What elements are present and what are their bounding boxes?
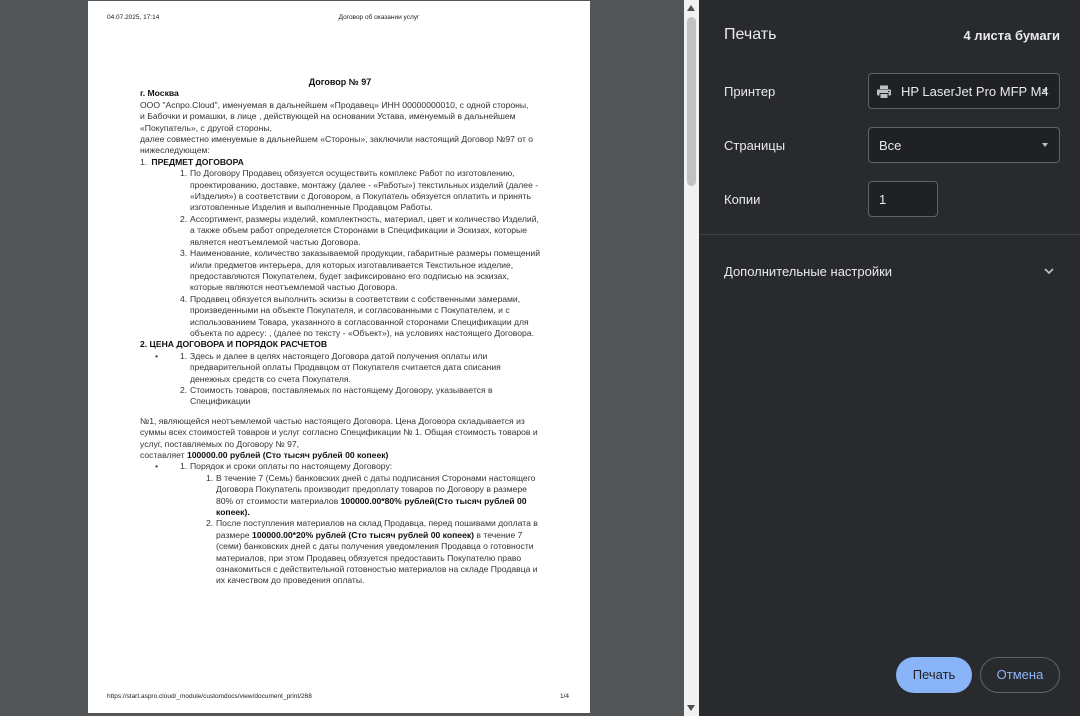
copies-label: Копии <box>724 192 761 207</box>
intro-line: ООО "Аспро.Cloud", именуемая в дальнейшем «Продавец» ИНН 00000000010, с одной стороны, <box>140 99 529 110</box>
page-footer-url: https://start.aspro.cloud/_module/customdocs/view/document_print/268 <box>107 693 312 700</box>
copies-input[interactable] <box>868 181 938 217</box>
list-item: 2. Ассортимент, размеры изделий, комплектность, материал, цвет и количество Изделий, а также объем работ определяется Сторонами в Спецификации и Эскизах, которые является неотъемлемой частью Договора. <box>180 213 539 247</box>
pages-value: Все <box>879 138 902 153</box>
print-button[interactable]: Печать <box>896 657 972 693</box>
preview-scrollbar[interactable] <box>684 0 699 716</box>
page-header-date: 04.07.2025, 17:14 <box>107 14 160 21</box>
section-heading: 1. ПРЕДМЕТ ДОГОВОРА <box>140 156 244 167</box>
pages-select[interactable] <box>868 127 1060 163</box>
more-settings-toggle[interactable]: Дополнительные настройки <box>724 264 893 279</box>
section-heading: 2. ЦЕНА ДОГОВОРА И ПОРЯДОК РАСЧЕТОВ <box>140 339 328 350</box>
price-total: составляет 100000.00 рублей (Сто тысяч рублей 00 копеек) <box>140 450 389 460</box>
printer-value: HP LaserJet Pro MFP M4 <box>901 84 1049 99</box>
chevron-down-icon <box>1042 89 1048 93</box>
page-header-title: Договор об оказании услуг <box>338 14 420 21</box>
dialog-title: Печать <box>724 26 777 43</box>
panel-divider <box>699 234 1080 235</box>
list-item: 4. Продавец обязуется выполнить эскизы в соответствии с собственными замерами, произведенными на объекте Покупателя, и согласованными с Покупателем, и с использованием Товара, указанного в согласованной сторонами Спецификации для объекта по адресу: , (далее по тексту - «Объект»), на условиях настоящего Договора. <box>180 293 534 338</box>
document-body <box>140 77 540 587</box>
printer-select[interactable] <box>868 73 1060 109</box>
list-item: 2. Стоимость товаров, поставляемых по настоящему Договору, указывается в Спецификации <box>180 384 493 407</box>
print-settings-panel <box>699 0 1080 716</box>
printer-label: Принтер <box>724 84 776 99</box>
intro-line: и Бабочки и ромашки, в лице , действующей на основании Устава, именуемый в дальнейшем «Покупатель», с другой стороны, <box>140 111 516 133</box>
sheet-count: 4 листа бумаги <box>963 28 1060 43</box>
intro-line: далее совместно именуемые в дальнейшем «Стороны», заключили настоящий Договор №97 от о нижеследующем: <box>140 134 534 156</box>
scroll-down-arrow-icon[interactable] <box>687 705 695 711</box>
preview-page <box>88 1 590 713</box>
cancel-button[interactable]: Отмена <box>980 657 1060 693</box>
copies-value: 1 <box>879 192 887 207</box>
sub-list-item: 1. В течение 7 (Семь) банковских дней с даты подписания Сторонами настоящего Договора Покупатель производит предоплату товаров по Договору в размере 80% от стоимости материалов 100000.00*80% рублей(Сто тысяч рублей 00 копеек). <box>206 472 536 518</box>
document-city: г. Москва <box>140 88 179 99</box>
list-item: • 1. Порядок и сроки оплаты по настоящему Договору: <box>155 461 393 472</box>
chevron-down-icon[interactable] <box>1043 265 1055 277</box>
pages-label: Страницы <box>724 138 786 153</box>
scroll-up-arrow-icon[interactable] <box>687 5 695 11</box>
document-title: Договор № 97 <box>308 77 372 87</box>
page-footer-number: 1/4 <box>560 693 570 700</box>
price-paragraph: №1, являющейся неотъемлемой частью настоящего Договора. Цена Договора складывается из суммы всех стоимостей товаров и услуг согласно Спецификации № 1. Общая стоимость товаров и услуг, поставляемых по Договору № 97, <box>140 415 538 449</box>
list-item: 3. Наименование, количество заказываемой продукции, габаритные размеры помещений и/или предметов интерьера, для которых изготавливается Текстильное изделие, предоставляются Покупателем, будет зафиксировано его подписью на эскизах, которые являются неотъемлемой частью Договора. <box>180 248 540 293</box>
list-item: 1. По Договору Продавец обязуется осуществить комплекс Работ по изготовлению, проектированию, доставке, монтажу (далее - «Работы») текстильных изделий (далее - «Изделия») в соответствии с Договором, а Покупатель обязуется оплатить и принять изготовленные Изделия и выполненные Продавцом Работы. <box>180 168 539 213</box>
chevron-down-icon <box>1042 143 1048 147</box>
sub-list-item: 2. После поступления материалов на склад Продавца, перед пошивами доплата в размере 100000.00*20% рублей (Сто тысяч рублей 00 копеек) в течение 7 (семи) банковских дней с даты получения уведомления Продавца о готовности материалов, при этом Продавец обязуется предоставить Покупателю право ознакомиться с действительной готовностью материалов на складе Продавца и их качеством до проведения оплаты. <box>206 518 538 586</box>
printer-icon <box>876 84 892 100</box>
scrollbar-thumb[interactable] <box>687 17 696 186</box>
list-item: • 1. Здесь и далее в целях настоящего Договора датой получения оплаты или предварительной оплаты Продавцом от Покупателя считается дата списания денежных средств со счета Покупателя. <box>155 350 501 384</box>
